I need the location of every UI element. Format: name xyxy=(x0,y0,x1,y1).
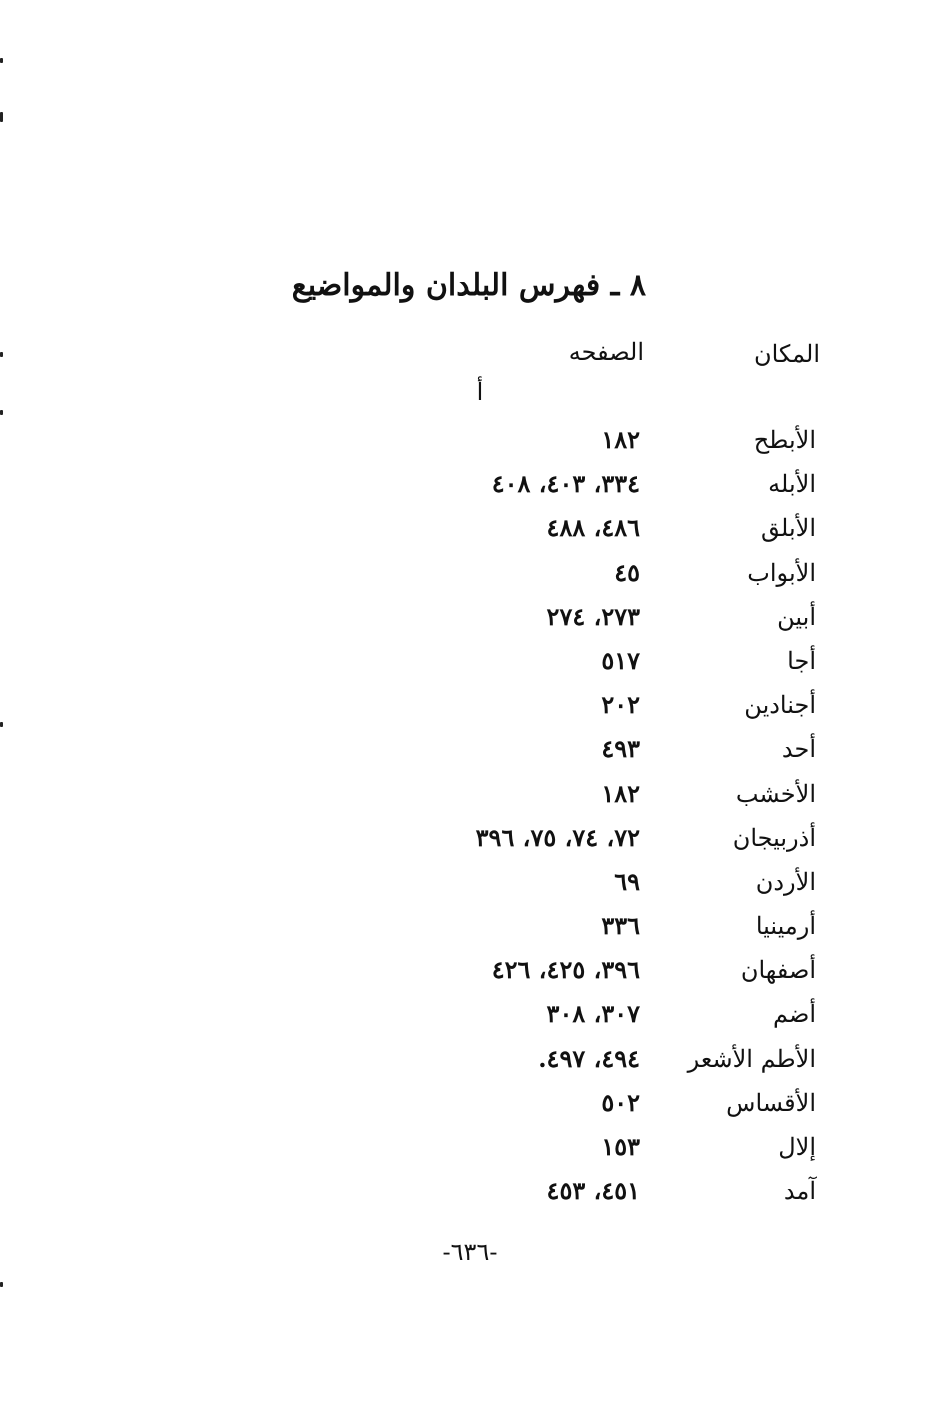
scan-speck xyxy=(0,112,3,122)
place-name: الأخشب xyxy=(735,779,816,808)
page-number: -٦٣٦- xyxy=(442,1238,498,1266)
page-refs: ٦٩ xyxy=(614,866,640,896)
page-refs: ٤٨٦، ٤٨٨ xyxy=(546,513,640,543)
list-item xyxy=(0,1039,940,1083)
list-item xyxy=(0,729,940,773)
page-refs: ٣٣٦ xyxy=(601,911,640,941)
place-name: أذربيجان xyxy=(732,823,816,852)
scan-speck xyxy=(0,58,3,63)
page-refs: ٤٥ xyxy=(614,557,640,587)
scan-speck xyxy=(0,352,3,357)
place-name: الأبله xyxy=(768,470,816,499)
page-refs: ٤٩٣ xyxy=(601,734,640,764)
place-name: الأقساس xyxy=(726,1088,816,1117)
place-name: أجا xyxy=(787,646,816,675)
page-refs: ٥٠٢ xyxy=(601,1087,640,1117)
page-refs: ١٥٣ xyxy=(601,1132,640,1161)
scan-speck xyxy=(0,1282,3,1287)
page-title: ٨ ـ فهرس البلدان والمواضيع xyxy=(291,268,646,303)
place-name: الأبواب xyxy=(747,558,816,587)
list-item xyxy=(0,1083,940,1127)
list-item xyxy=(0,420,940,464)
list-item xyxy=(0,641,940,685)
place-name: آمد xyxy=(783,1177,816,1206)
list-item xyxy=(0,508,940,552)
list-item xyxy=(0,553,940,597)
place-name: أصفهان xyxy=(740,956,816,985)
place-name: أبين xyxy=(777,602,816,631)
page-refs: ٥١٧ xyxy=(601,645,640,675)
list-item xyxy=(0,774,940,818)
page-refs: ١٨٢ xyxy=(601,778,640,808)
page-refs: ٢٧٣، ٢٧٤ xyxy=(546,601,640,631)
section-letter: أ xyxy=(476,378,484,406)
place-name: الأردن xyxy=(755,867,816,896)
place-name: أجنادين xyxy=(744,691,816,720)
page-refs: ٢٠٢ xyxy=(601,690,640,720)
list-item xyxy=(0,1171,940,1215)
list-item xyxy=(0,994,940,1038)
place-name: الأبطح xyxy=(753,426,816,454)
page-refs: ٣٩٦، ٤٢٥، ٤٢٦ xyxy=(491,955,640,985)
page-refs: ٤٩٤، ٤٩٧. xyxy=(538,1043,640,1073)
place-name: الأبلق xyxy=(761,514,816,543)
place-name: أرمينيا xyxy=(755,912,816,941)
list-item xyxy=(0,818,940,862)
place-name: أحد xyxy=(781,735,816,764)
list-item xyxy=(0,950,940,994)
list-item xyxy=(0,1127,940,1171)
scan-speck xyxy=(0,410,3,415)
index-list xyxy=(0,420,940,1215)
list-item xyxy=(0,906,940,950)
column-header-page: الصفحه xyxy=(568,338,644,366)
page-refs: ٧٢، ٧٤، ٧٥، ٣٩٦ xyxy=(475,822,640,852)
column-header-place: المكان xyxy=(753,340,820,368)
page-refs: ٣٠٧، ٣٠٨ xyxy=(546,999,640,1029)
place-name: إلال xyxy=(778,1133,816,1161)
list-item xyxy=(0,685,940,729)
list-item xyxy=(0,597,940,641)
list-item xyxy=(0,464,940,508)
list-item xyxy=(0,862,940,906)
place-name: أضم xyxy=(772,1000,816,1029)
page-refs: ٤٥١، ٤٥٣ xyxy=(546,1176,640,1206)
page-refs: ١٨٢ xyxy=(601,425,640,454)
place-name: الأطم الأشعر xyxy=(687,1044,816,1073)
scan-speck xyxy=(0,722,3,727)
page-refs: ٣٣٤، ٤٠٣، ٤٠٨ xyxy=(491,469,640,499)
